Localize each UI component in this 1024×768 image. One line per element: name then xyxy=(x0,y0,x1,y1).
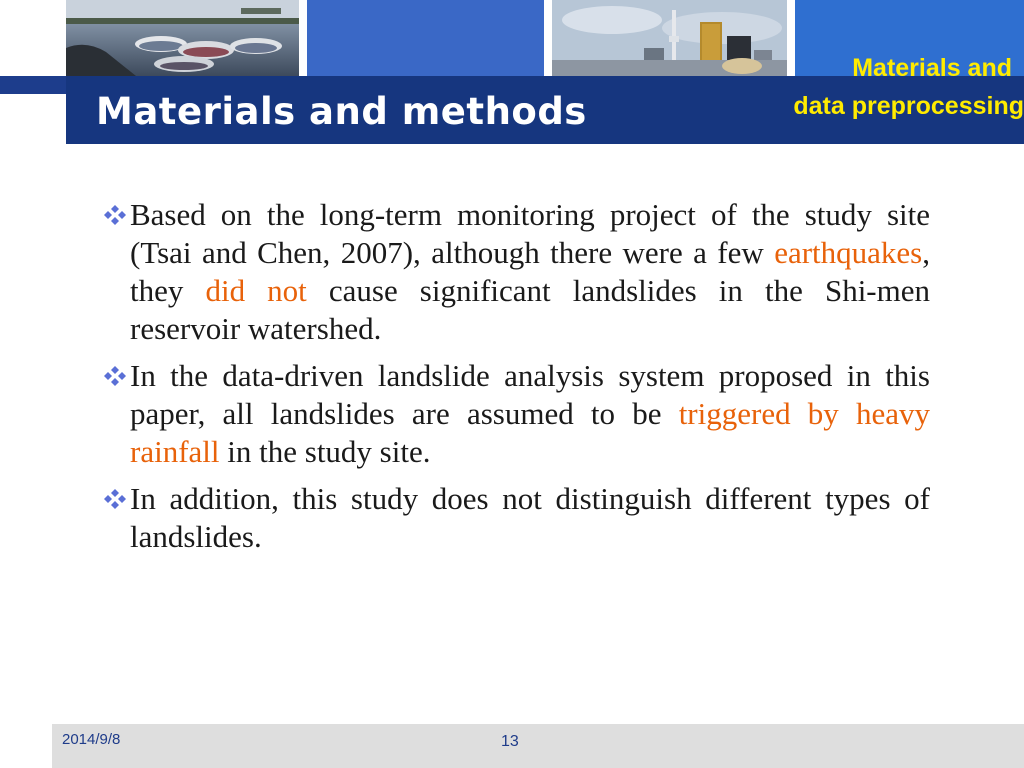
footer-date: 2014/9/8 xyxy=(62,731,121,748)
bullet-text-segment: In the data-driven landslide analysis system proposed in this paper, all landslides are assumed to be xyxy=(130,358,930,431)
bullet-text-segment: cause significant landslides in the Shi-men reservoir watershed. xyxy=(130,273,931,346)
page-number: 13 xyxy=(501,733,519,750)
footer-bar xyxy=(52,724,1024,768)
title-bar-accent xyxy=(0,76,66,94)
highlighted-term: earthquakes xyxy=(774,235,923,270)
diamond-bullet-icon xyxy=(102,204,128,226)
diamond-bullet-icon xyxy=(102,488,128,510)
highlighted-term: triggered by heavy rainfall xyxy=(130,396,930,469)
section-label-line-2: data preprocessing xyxy=(793,92,1024,120)
harbor-boats-photo xyxy=(66,0,299,76)
bullet-text-segment: , they xyxy=(130,235,930,308)
diamond-bullet-icon xyxy=(102,365,128,387)
bullet-list xyxy=(92,196,930,565)
section-label-line-1: Materials and xyxy=(852,54,1012,82)
bullet-item xyxy=(92,357,930,471)
section-label xyxy=(704,49,1024,125)
bullet-item xyxy=(92,480,930,556)
bullet-text-segment: Based on the long-term monitoring project of the study site (Tsai and Chen, 2007), although there were a few xyxy=(130,197,930,270)
bullet-item xyxy=(92,196,930,348)
banner-blue-tile xyxy=(307,0,544,76)
bullet-text-segment: In addition, this study does not distinguish different types of landslides. xyxy=(130,481,930,554)
bullet-text-segment: in the study site. xyxy=(219,434,431,469)
highlighted-term: did not xyxy=(205,273,307,308)
page-title: Materials and methods xyxy=(96,90,587,133)
